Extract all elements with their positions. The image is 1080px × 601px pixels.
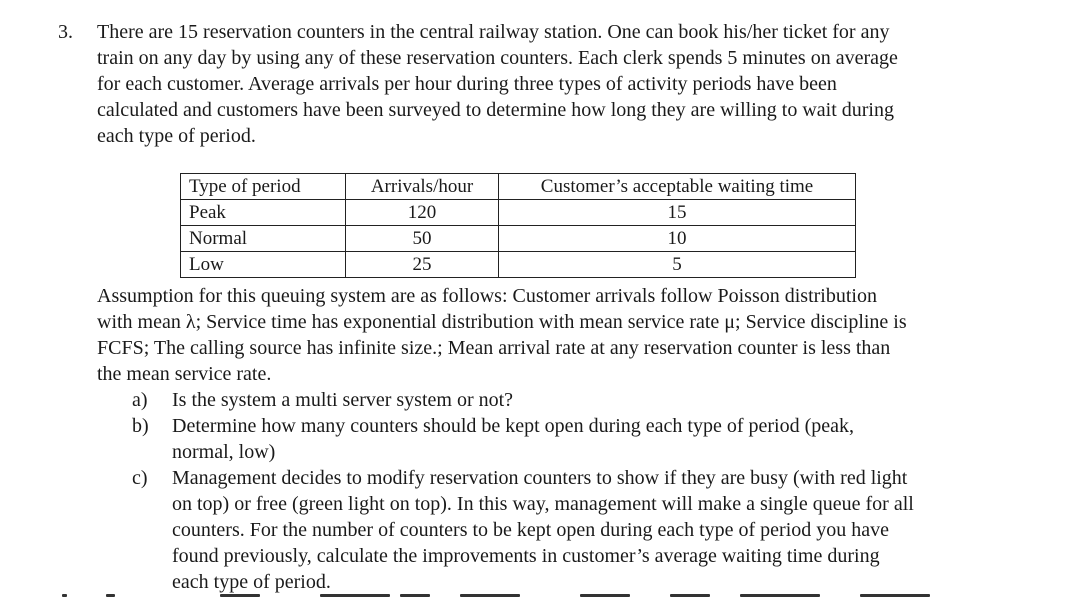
table-header-cell: Customer’s acceptable waiting time — [499, 174, 856, 200]
assumption-line: FCFS; The calling source has infinite size.; Mean arrival rate at any reservation counter is less than — [97, 337, 891, 359]
subquestion-line: counters. For the number of counters to be kept open during each type of period you have — [172, 519, 890, 541]
subquestion-text — [172, 413, 1022, 465]
table-cell: Peak — [181, 200, 346, 226]
table-cell: 15 — [499, 200, 856, 226]
question-intro — [97, 19, 1017, 149]
table-cell: Normal — [181, 226, 346, 252]
intro-line: train on any day by using any of these reservation counters. Each clerk spends 5 minutes on average — [97, 47, 898, 69]
table-cell: Low — [181, 252, 346, 278]
subquestion-label: b) — [132, 415, 149, 437]
subquestion-line: found previously, calculate the improvements in customer’s average waiting time during — [172, 545, 880, 567]
question-number: 3. — [58, 21, 73, 43]
subquestion-label: a) — [132, 389, 148, 411]
table-row — [181, 252, 856, 278]
subquestion-label: c) — [132, 467, 148, 489]
assumption-line: Assumption for this queuing system are as follows: Customer arrivals follow Poisson distribution — [97, 285, 877, 307]
subquestion-line: normal, low) — [172, 441, 276, 463]
table-cell: 5 — [499, 252, 856, 278]
subquestion-line: Determine how many counters should be kept open during each type of period (peak, — [172, 415, 855, 437]
table-cell: 25 — [346, 252, 499, 278]
assumption-line: with mean λ; Service time has exponential distribution with mean service rate μ; Service discipline is — [97, 311, 907, 333]
subquestion-line: Management decides to modify reservation counters to show if they are busy (with red light — [172, 467, 908, 489]
subquestion-line: Is the system a multi server system or not? — [172, 389, 514, 411]
table-row — [181, 200, 856, 226]
table-row — [181, 226, 856, 252]
intro-line: calculated and customers have been surveyed to determine how long they are willing to wait during — [97, 99, 894, 121]
subquestion-line: on top) or free (green light on top). In this way, management will make a single queue for all — [172, 493, 914, 515]
table-header-cell: Arrivals/hour — [346, 174, 499, 200]
table-cell: 10 — [499, 226, 856, 252]
subquestion-line: each type of period. — [172, 571, 331, 593]
intro-line: for each customer. Average arrivals per hour during three types of activity periods have been — [97, 73, 837, 95]
assumption-paragraph — [97, 283, 1017, 387]
subquestion-text — [172, 465, 1022, 595]
intro-line: each type of period. — [97, 125, 256, 147]
period-table — [180, 173, 856, 278]
table-cell: 120 — [346, 200, 499, 226]
table-header-cell: Type of period — [181, 174, 346, 200]
subquestion-text — [172, 387, 1022, 413]
table-cell: 50 — [346, 226, 499, 252]
assumption-line: the mean service rate. — [97, 363, 272, 385]
cut-off-next-line — [60, 591, 960, 601]
intro-line: There are 15 reservation counters in the central railway station. One can book his/her ticket for any — [97, 21, 890, 43]
table-header-row — [181, 174, 856, 200]
